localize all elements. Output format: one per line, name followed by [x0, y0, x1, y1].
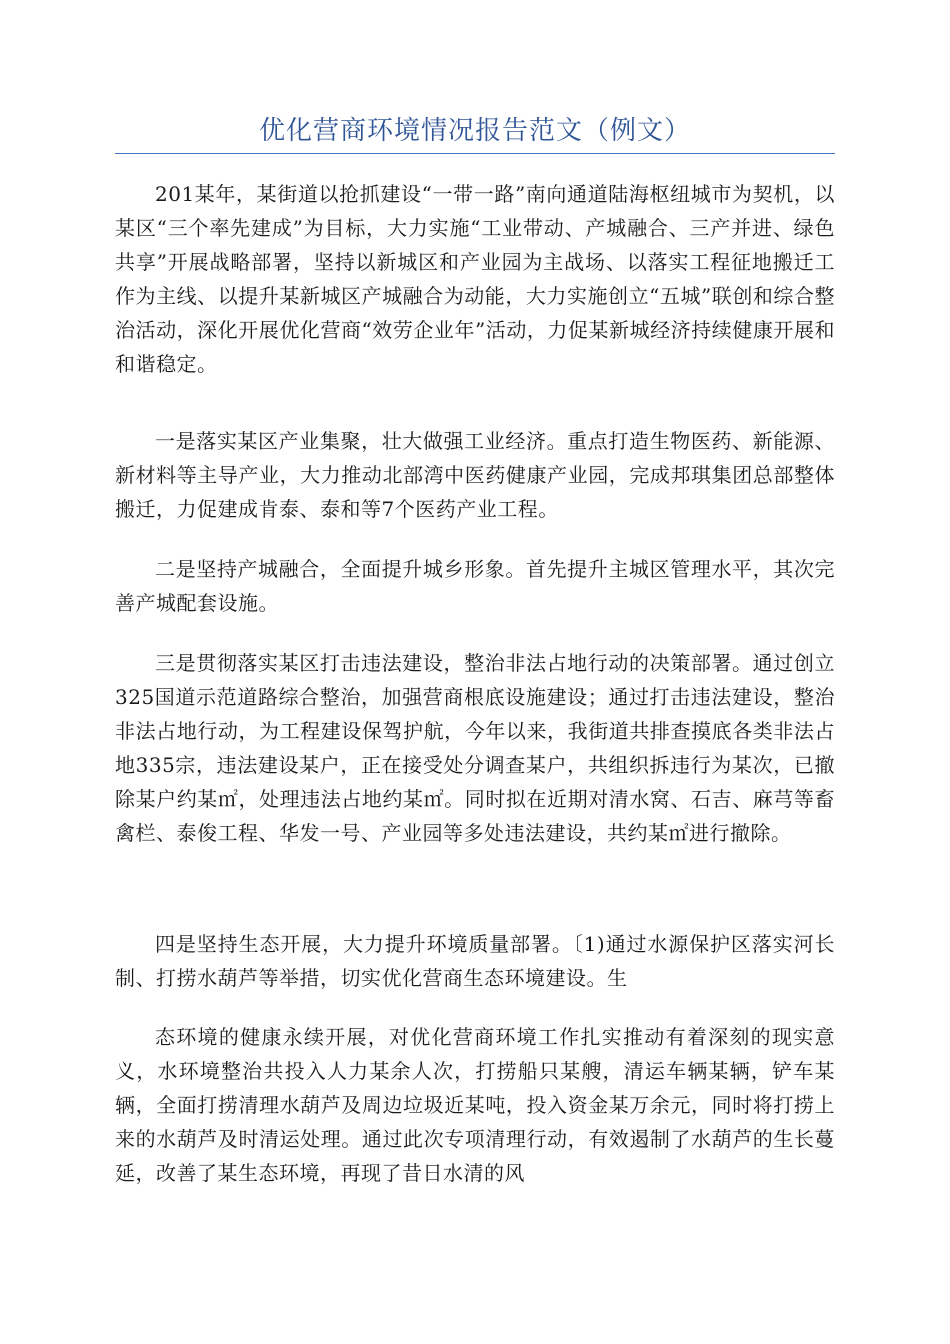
- paragraph-point-four: 四是坚持生态开展，大力提升环境质量部署。〔1)通过水源保护区落实河长制、打捞水葫芦等举措，切实优化营商生态环境建设。生: [115, 932, 835, 990]
- document-title: 优化营商环境情况报告范文（例文）: [258, 116, 691, 146]
- paragraph-point-one: 一是落实某区产业集聚，壮大做强工业经济。重点打造生物医药、新能源、新材料等主导产业，大力推动北部湾中医药健康产业园，完成邦琪集团总部整体搬迁，力促建成肯泰、泰和等7个医药产业工程。: [115, 429, 835, 521]
- paragraph-intro: 201某年，某街道以抢抓建设“一带一路”南向通道陆海枢纽城市为契机，以某区“三个率先建成”为目标，大力实施“工业带动、产城融合、三产并进、绿色共享”开展战略部署，坚持以新城区和产业园为主战场、以落实工程征地搬迁工作为主线、以提升某新城区产城融合为动能，大力实施创立“五城”联创和综合整治活动，深化开展优化营商“效劳企业年”活动，力促某新城经济持续健康开展和和谐稳定。: [115, 182, 835, 376]
- paragraph-point-two: 二是坚持产城融合，全面提升城乡形象。首先提升主城区管理水平，其次完善产城配套设施。: [115, 557, 835, 615]
- paragraph-continuation: 态环境的健康永续开展，对优化营商环境工作扎实推动有着深刻的现实意义，水环境整治共投入人力某余人次，打捞船只某艘，清运车辆某辆，铲车某辆，全面打捞清理水葫芦及周边垃圾近某吨，投入资金某万余元，同时将打捞上来的水葫芦及时清运处理。通过此次专项清理行动，有效遏制了水葫芦的生长蔓延，改善了某生态环境，再现了昔日水清的风: [115, 1025, 835, 1185]
- title-underline: [115, 153, 835, 154]
- paragraph-point-three: 三是贯彻落实某区打击违法建设，整治非法占地行动的决策部署。通过创立325国道示范道路综合整治，加强营商根底设施建设；通过打击违法建设，整治非法占地行动，为工程建设保驾护航，今年以来，我街道共排查摸底各类非法占地335宗，违法建设某户，正在接受处分调查某户，共组织拆违行为某次，已撤除某户约某㎡，处理违法占地约某㎡。同时拟在近期对清水窝、石吉、麻芎等畜禽栏、泰俊工程、华发一号、产业园等多处违法建设，共约某㎡进行撤除。: [115, 651, 835, 845]
